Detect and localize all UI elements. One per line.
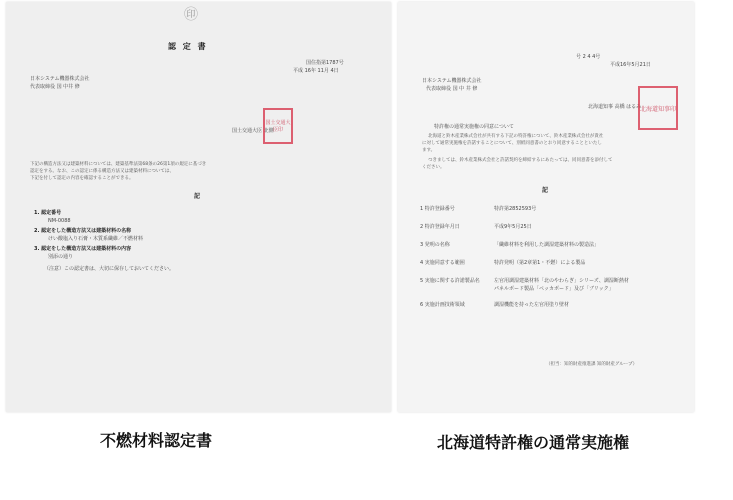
right-caption: 北海道特許権の通常実施権 [437, 433, 630, 452]
ki-heading: 記 [194, 193, 201, 200]
item1-heading: 1. 認定番号 [34, 210, 62, 216]
row-label: 5 実施に関する許諾製品名 [420, 278, 480, 284]
row-value: 調湿機能を持った左官用塗り壁材 [494, 302, 570, 308]
row-value: 左官用調湿建築材料「北のやわらぎ」シリーズ、調湿断熱材 [494, 278, 629, 284]
row-value: パネルボード製品「ペッカボード」及び「ブリック」 [494, 286, 614, 292]
patent-document [398, 2, 694, 412]
issue-date: 平成 16年 11月 4日 [293, 68, 339, 74]
ki-heading: 記 [542, 187, 549, 194]
issue-date: 平成16年5月21日 [610, 62, 651, 68]
para-line-3: ます。 [422, 148, 436, 153]
para-line-2: に対して通常実施権を許諾することについて、別紙同意書のとおり同意することといたし [422, 141, 602, 146]
row-label: 6 実施計画技術領域 [420, 302, 465, 308]
body-line-2: 認定をする。なお、この認定に係る構造方法又は建築材料については、 [30, 169, 174, 174]
row-value: 特許発明（第2章第1・不燃）による製品 [494, 260, 586, 266]
body-line-1: 下記の構造方法又は建築材料については、建築基準法第68条の26第1項の規定に基づき [30, 162, 207, 167]
row-label: 1 特許登録番号 [420, 206, 455, 212]
certificate-document [6, 2, 391, 412]
row-label: 4 実施同意する範囲 [420, 260, 465, 266]
recipient-person: 代表取締役 国 中井 修 [30, 84, 80, 90]
recipient-person: 代表取締役 国 中 井 修 [426, 86, 478, 92]
issuer-name: 北海道知事 高橋 はるみ [588, 104, 642, 110]
para-line-4: つきましては、鈴木産業株式会社と許諾契約を締結するにあたっては、同同意書を添付して [428, 158, 613, 163]
subject: 特許権の通常実施権の同意について [434, 124, 514, 130]
row-value: 特許第2852593号 [494, 206, 537, 212]
reference-number: 号 2 4 4号 [576, 54, 601, 60]
footer-note: （担当：知的財産推進課 知的財産グループ） [546, 362, 638, 367]
issuer-name: 国土交通大臣 北側 [232, 128, 274, 134]
item3-heading: 3. 認定をした構造方法又は建築材料の内容 [34, 246, 132, 252]
row-label: 2 特許登録年月日 [420, 224, 460, 230]
reference-number: 国住指第1787号 [306, 60, 344, 66]
row-value: 「繊維材料を利用した調湿建築材料の製造法」 [494, 242, 600, 248]
official-seal: 国土交通大臣印 [263, 108, 293, 144]
row-label: 3 発明の名称 [420, 242, 450, 248]
red-stamp: ㊞ [184, 7, 198, 23]
recipient-company: 日本システム機器株式会社 [30, 76, 90, 82]
left-caption: 不燃材料認定書 [100, 431, 213, 450]
row-value: 平成9年5月25日 [494, 224, 532, 230]
governor-seal: 北海道知事印 [638, 86, 678, 130]
para-line-1: 北海道と鈴木産業株式会社が共有する下記の特許権について、鈴木産業株式会社が貴社 [428, 134, 604, 139]
item1-value: NM-0088 [48, 218, 71, 224]
item2-heading: 2. 認定をした構造方法又は建築材料の名称 [34, 228, 132, 234]
item3-value: 別添の通り [48, 254, 74, 260]
certificate-title: 認 定 書 [168, 42, 208, 51]
para-line-5: ください。 [422, 165, 445, 170]
item2-value: けい酸塩入り石膏・木質系繊維／不燃材料 [48, 236, 144, 242]
recipient-company: 日本システム機器株式会社 [422, 78, 482, 84]
body-line-3: 下記を付して認定の内容を確認することができる。 [30, 176, 134, 181]
note: （注意）この認定書は、大切に保存しておいてください。 [44, 266, 175, 272]
